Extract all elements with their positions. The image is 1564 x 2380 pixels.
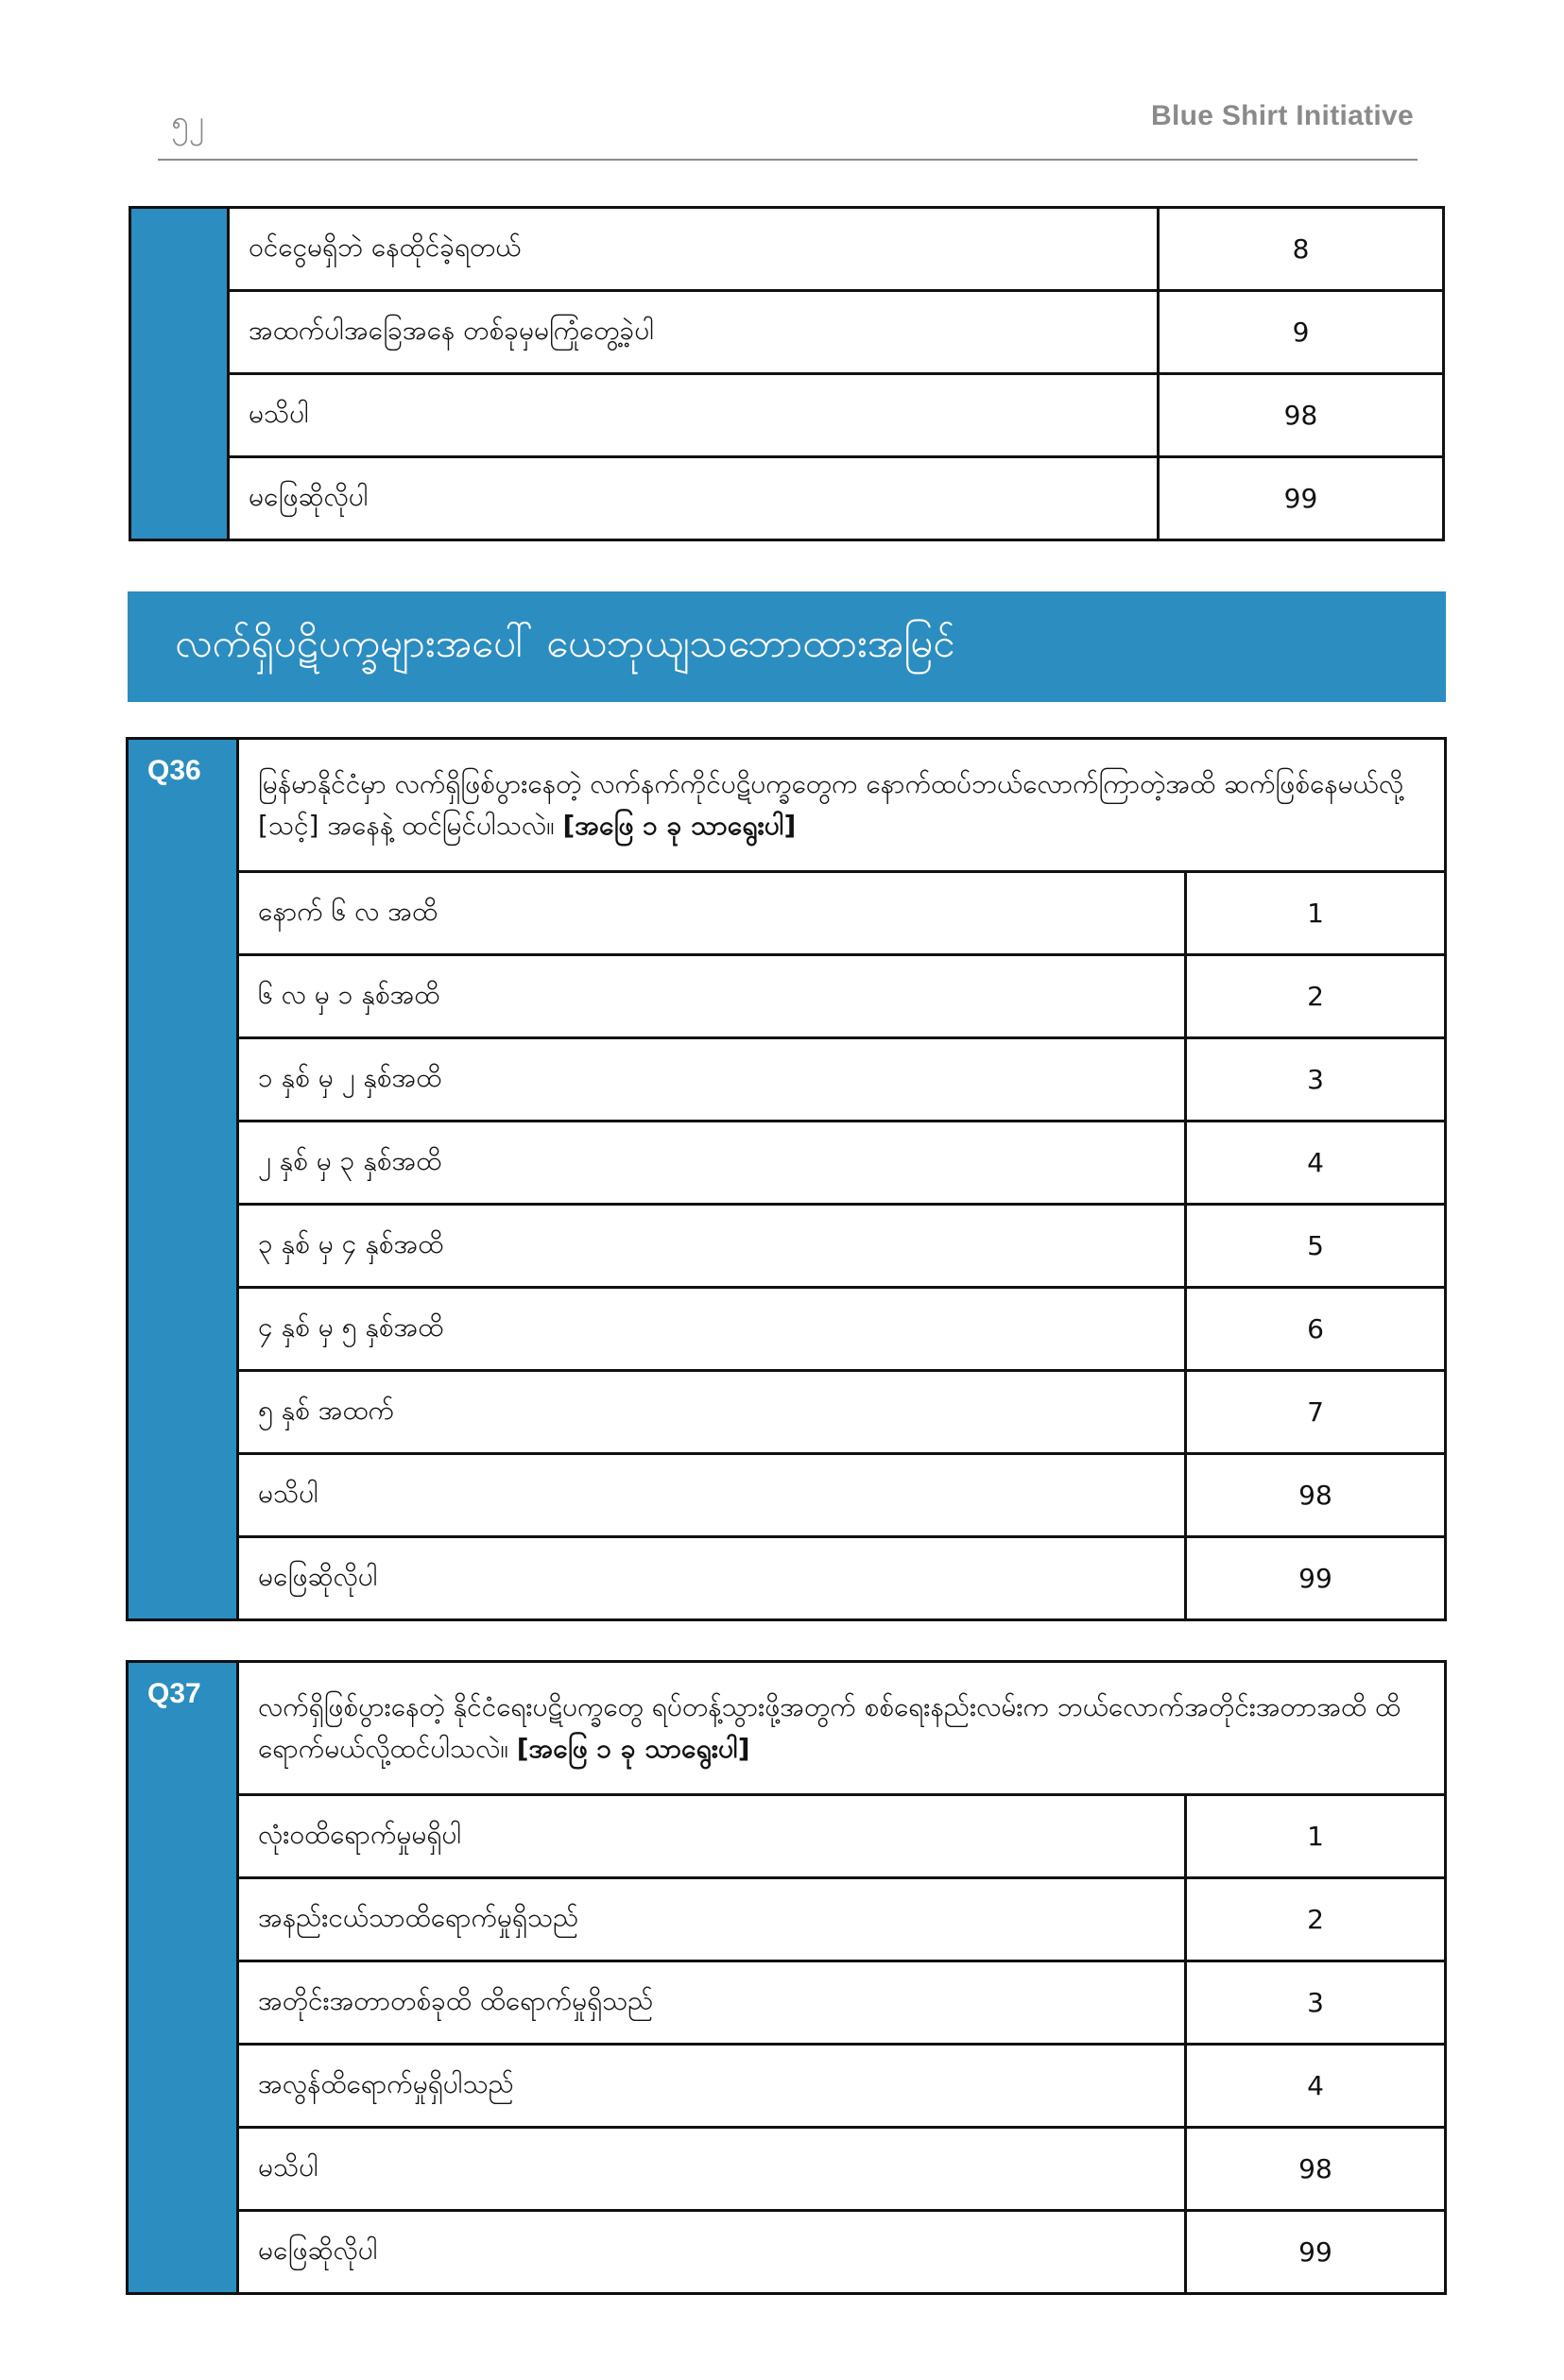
question-id-cell — [128, 1662, 238, 2294]
option-code: 7 — [1186, 1371, 1446, 1454]
question-instruction: [အဖြေ ၁ ခု သာရွေးပါ] — [562, 810, 797, 841]
option-code: 3 — [1186, 1038, 1446, 1122]
option-label: မဖြေဆိုလိုပါ — [229, 457, 1159, 540]
table-row — [130, 208, 1444, 291]
side-bar — [130, 208, 229, 540]
option-label: ဝင်ငွေမရှိဘဲ နေထိုင်ခဲ့ရတယ် — [229, 208, 1159, 291]
question-instruction: [အဖြေ ၁ ခု သာရွေးပါ] — [516, 1733, 750, 1764]
option-label: ၅ နှစ် အထက် — [238, 1371, 1186, 1454]
option-label: နောက် ၆ လ အထိ — [238, 872, 1186, 955]
question-row — [128, 739, 1446, 872]
page-number: ၅၂ — [171, 103, 204, 140]
option-row — [128, 2128, 1446, 2211]
option-label: မဖြေဆိုလိုပါ — [238, 2211, 1186, 2294]
option-code: 5 — [1186, 1205, 1446, 1288]
option-code: 1 — [1186, 872, 1446, 955]
option-code: 2 — [1185, 1878, 1445, 1961]
option-row — [128, 2211, 1446, 2294]
option-row — [128, 2045, 1446, 2128]
option-row — [128, 1795, 1446, 1878]
option-code: 6 — [1186, 1288, 1446, 1371]
question-table-q37 — [126, 1660, 1447, 2295]
question-text: လက်ရှိဖြစ်ပွားနေတဲ့ နိုင်ငံရေးပဋိပက္ခတွေ ရပ်တန့်သွားဖို့အတွက် စစ်ရေးနည်းလမ်းက ဘယ်လောက်အတိုင်းအတာအထိ ထိရောက်မယ်လို့ထင်ပါသလဲ။ — [258, 1691, 1401, 1764]
option-row — [128, 955, 1446, 1038]
option-row — [128, 1878, 1446, 1961]
option-row — [128, 1122, 1446, 1205]
table-row — [130, 374, 1444, 457]
option-label: ၄ နှစ် မှ ၅ နှစ်အထိ — [238, 1288, 1186, 1371]
option-code: 98 — [1185, 2128, 1445, 2211]
table-row — [130, 457, 1444, 540]
option-row — [128, 872, 1446, 955]
option-label: မသိပါ — [229, 374, 1159, 457]
continued-table — [129, 206, 1445, 541]
option-row — [128, 1205, 1446, 1288]
option-code: 8 — [1159, 208, 1444, 291]
option-code: 9 — [1159, 291, 1444, 374]
option-row — [128, 1454, 1446, 1537]
option-label: အလွန်ထိရောက်မှုရှိပါသည် — [238, 2045, 1186, 2128]
option-row — [128, 1537, 1446, 1620]
option-code: 99 — [1185, 2211, 1445, 2294]
option-code: 4 — [1186, 1122, 1446, 1205]
section-title: လက်ရှိပဋိပက္ခများအပေါ် ယေဘုယျသဘောထားအမြင် — [175, 620, 955, 666]
option-label: လုံးဝထိရောက်မှုမရှိပါ — [238, 1795, 1186, 1878]
option-code: 99 — [1186, 1537, 1446, 1620]
option-code: 3 — [1185, 1961, 1445, 2045]
organization-name: Blue Shirt Initiative — [1150, 100, 1414, 131]
option-label: မဖြေဆိုလိုပါ — [238, 1537, 1186, 1620]
question-text-cell — [238, 1662, 1446, 1795]
option-label: ၁ နှစ် မှ ၂ နှစ်အထိ — [238, 1038, 1186, 1122]
section-banner — [128, 591, 1446, 702]
option-label: အတိုင်းအတာတစ်ခုထိ ထိရောက်မှုရှိသည် — [238, 1961, 1186, 2045]
option-code: 98 — [1186, 1454, 1446, 1537]
option-code: 1 — [1185, 1795, 1445, 1878]
option-row — [128, 1288, 1446, 1371]
question-id-cell — [128, 739, 238, 1620]
option-code: 99 — [1159, 457, 1444, 540]
question-text-cell — [238, 739, 1446, 872]
option-row — [128, 1961, 1446, 2045]
question-text: မြန်မာနိုင်ငံမှာ လက်ရှိဖြစ်ပွားနေတဲ့ လက်နက်ကိုင်ပဋိပက္ခတွေက နောက်ထပ်ဘယ်လောက်ကြာတဲ့အထိ ဆက်ဖြစ်နေမယ်လို့ [သင့်] အနေနဲ့ ထင်မြင်ပါသလဲ။ — [258, 768, 1404, 841]
option-code: 2 — [1186, 955, 1446, 1038]
option-label: အထက်ပါအခြေအနေ တစ်ခုမှမကြုံတွေ့ခဲ့ပါ — [229, 291, 1159, 374]
option-label: အနည်းငယ်သာထိရောက်မှုရှိသည် — [238, 1878, 1186, 1961]
option-code: 4 — [1185, 2045, 1445, 2128]
question-id: Q36 — [147, 755, 201, 786]
table-row — [130, 291, 1444, 374]
option-row — [128, 1038, 1446, 1122]
page-header — [158, 94, 1418, 161]
option-label: မသိပါ — [238, 1454, 1186, 1537]
option-row — [128, 1371, 1446, 1454]
question-row — [128, 1662, 1446, 1795]
option-label: မသိပါ — [238, 2128, 1186, 2211]
question-table-q36 — [126, 737, 1447, 1621]
question-id: Q37 — [147, 1678, 201, 1709]
option-label: ၃ နှစ် မှ ၄ နှစ်အထိ — [238, 1205, 1186, 1288]
option-code: 98 — [1159, 374, 1444, 457]
option-label: ၆ လ မှ ၁ နှစ်အထိ — [238, 955, 1186, 1038]
option-label: ၂ နှစ် မှ ၃ နှစ်အထိ — [238, 1122, 1186, 1205]
